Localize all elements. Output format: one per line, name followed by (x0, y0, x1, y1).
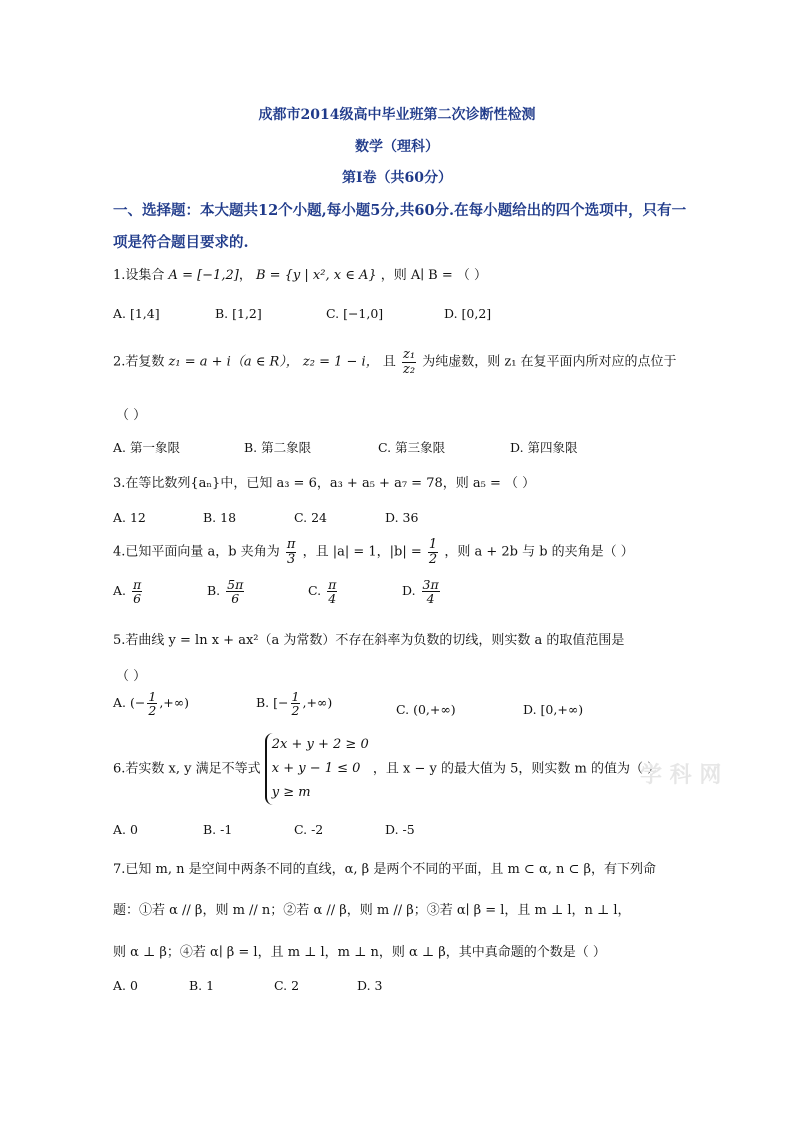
q7-option-a: A. 0 (113, 978, 138, 993)
q4-option-d-den: 4 (426, 591, 435, 607)
q6-option-c: C. -2 (294, 822, 324, 837)
exam-title: 成都市2014级高中毕业班第二次诊断性检测 (258, 107, 536, 123)
q2-answer-paren: （ ） (116, 408, 147, 423)
q5-option-b-pre: [− (273, 695, 289, 711)
q4-option-a-fraction (132, 578, 142, 605)
q2-text-b: 且 (382, 354, 396, 370)
q5-option-d-label: D. (523, 702, 537, 717)
q6-option-d: D. -5 (385, 822, 415, 837)
q2-text-c: 为纯虚数，则 z₁ 在复平面内所对应的点位于 (422, 354, 677, 370)
q4-option-c-den: 4 (328, 591, 337, 607)
q5-option-a-pre: (− (130, 695, 146, 711)
q2-option-a: A. 第一象限 (113, 440, 180, 455)
q4-option-a (113, 578, 144, 605)
q2-option-d: D. 第四象限 (510, 440, 578, 455)
q3-option-c: C. 24 (294, 510, 327, 525)
q2-text-a: 2.若复数 (113, 354, 165, 370)
q4-b-den: 2 (428, 551, 438, 567)
q7-option-b: B. 1 (189, 978, 215, 993)
q1-option-a: A. [1,4] (113, 306, 160, 321)
q6-option-b: B. -1 (203, 822, 233, 837)
q1-set-a: A = [−1,2] (168, 268, 239, 283)
q5-option-a-post: ,+∞) (159, 695, 190, 711)
q2-option-b: B. 第二象限 (244, 440, 312, 455)
q5-option-c-text: (0,+∞) (413, 702, 456, 717)
watermark: 学 科 网 (640, 762, 722, 788)
q4-text-a: 4.已知平面向量 a，b 夹角为 (113, 544, 280, 560)
question-3: 3.在等比数列{aₙ}中，已知 a₃ = 6，a₃ + a₅ + a₇ = 78，则 a₅ = （ ） (113, 476, 536, 491)
q5-option-d (523, 702, 583, 717)
q4-option-c-label: C. (308, 583, 322, 599)
q1-prefix: 1.设集合 (113, 268, 165, 283)
q4-angle-den: 3 (287, 551, 296, 567)
q4-option-a-label: A. (113, 583, 127, 599)
q3-option-b: B. 18 (203, 510, 237, 525)
q6-option-a: A. 0 (113, 822, 138, 837)
q4-option-c-fraction (327, 578, 337, 605)
question-7-line3: 则 α ⊥ β；④若 α∣ β = l，且 m ⊥ l，m ⊥ n，则 α ⊥ β，其中真命题的个数是（ ） (113, 945, 606, 960)
q5-option-a-den: 2 (148, 703, 157, 719)
q1-option-b: B. [1,2] (215, 306, 262, 321)
q4-option-d (402, 578, 442, 605)
q1-ask: ，则 A∣ B = （ ） (380, 268, 488, 283)
exam-subtitle: 数学（理科） (355, 139, 439, 155)
q2-option-c: C. 第三象限 (378, 440, 446, 455)
q1-option-c: C. [−1,0] (326, 306, 384, 321)
q4-text-b: ，且 |a| = 1，|b| = (302, 544, 422, 560)
q2-frac-den: z₂ (403, 361, 416, 377)
q4-option-d-num: 3π (422, 577, 439, 592)
question-7-line1: 7.已知 m, n 是空间中两条不同的直线，α, β 是两个不同的平面，且 m ⊂ α, n ⊂ β，有下列命 (113, 862, 657, 877)
q6-text-b: ，且 x − y 的最大值为 5，则实数 m 的值为（ ） (372, 761, 661, 777)
q3-option-a: A. 12 (113, 510, 146, 525)
part-heading: 第Ⅰ卷（共60分） (341, 170, 453, 186)
q2-z2: z₂ = 1 − i， (302, 354, 379, 370)
question-4 (113, 538, 634, 566)
q7-option-d: D. 3 (357, 978, 383, 993)
q4-angle-num: π (286, 537, 296, 552)
q5-option-b-num: 1 (291, 689, 300, 704)
q5-option-b (256, 690, 332, 717)
q4-option-a-den: 6 (133, 591, 142, 607)
q5-option-c (396, 702, 456, 717)
question-5: 5.若曲线 y = ln x + ax²（a 为常数）不存在斜率为负数的切线，则实数 a 的取值范围是 (113, 633, 625, 648)
q1-option-d: D. [0,2] (444, 306, 492, 321)
q5-option-b-den: 2 (291, 703, 300, 719)
q6-ineq-3: y ≥ m (271, 785, 311, 800)
q6-inequality-system (265, 733, 369, 805)
q5-option-a-label: A. (113, 695, 127, 711)
q5-option-b-fraction (291, 690, 301, 717)
q2-z1: z₁ = a + i（a ∈ R）， (168, 354, 299, 370)
q4-b-num: 1 (428, 537, 438, 552)
q5-option-b-label: B. (256, 695, 270, 711)
q2-frac-num: z₁ (403, 347, 416, 362)
q4-b-fraction (428, 538, 438, 566)
q4-option-b-num: 5π (227, 577, 244, 592)
q1-set-b: B = {y | x², x ∈ A} (255, 268, 377, 283)
q4-option-a-num: π (133, 577, 142, 592)
q4-option-d-fraction (422, 578, 440, 605)
q5-option-d-text: [0,+∞) (540, 702, 584, 717)
q4-option-b-fraction (226, 578, 244, 605)
q4-option-b-label: B. (207, 583, 221, 599)
question-2 (113, 348, 677, 376)
q6-text-a: 6.若实数 x, y 满足不等式 (113, 761, 261, 777)
q3-option-d: D. 36 (385, 510, 419, 525)
q4-text-c: ，则 a + 2b 与 b 的夹角是（ ） (444, 544, 634, 560)
q4-option-b-den: 6 (231, 591, 240, 607)
q5-option-b-post: ,+∞) (302, 695, 333, 711)
q5-option-a-num: 1 (148, 689, 157, 704)
q6-ineq-2: x + y − 1 ≤ 0 (271, 761, 361, 776)
q4-option-c (308, 578, 339, 605)
q5-answer-paren: （ ） (116, 669, 147, 684)
question-7-line2: 题：①若 α // β，则 m // n；②若 α // β，则 m // β；③若 α∣ β = l，且 m ⊥ l，n ⊥ l， (113, 903, 631, 918)
section-instructions-line1: 一、选择题：本大题共12个小题,每小题5分,共60分.在每小题给出的四个选项中，只有一 (113, 202, 687, 219)
q4-angle-fraction (286, 538, 297, 566)
q5-option-c-label: C. (396, 702, 410, 717)
q2-ratio-fraction (402, 348, 416, 376)
question-6 (113, 733, 660, 805)
q6-ineq-1: 2x + y + 2 ≥ 0 (271, 737, 369, 752)
question-1: 1.设集合 A = [−1,2]， B = {y | x², x ∈ A} ，则 A∣ B = （ ） (113, 268, 488, 283)
q5-option-a (113, 690, 189, 717)
section-instructions-line2: 项是符合题目要求的. (113, 234, 249, 251)
q4-option-b (207, 578, 246, 605)
q7-option-c: C. 2 (274, 978, 300, 993)
q5-option-a-fraction (147, 690, 157, 717)
q4-option-c-num: π (328, 577, 337, 592)
q4-option-d-label: D. (402, 583, 416, 599)
